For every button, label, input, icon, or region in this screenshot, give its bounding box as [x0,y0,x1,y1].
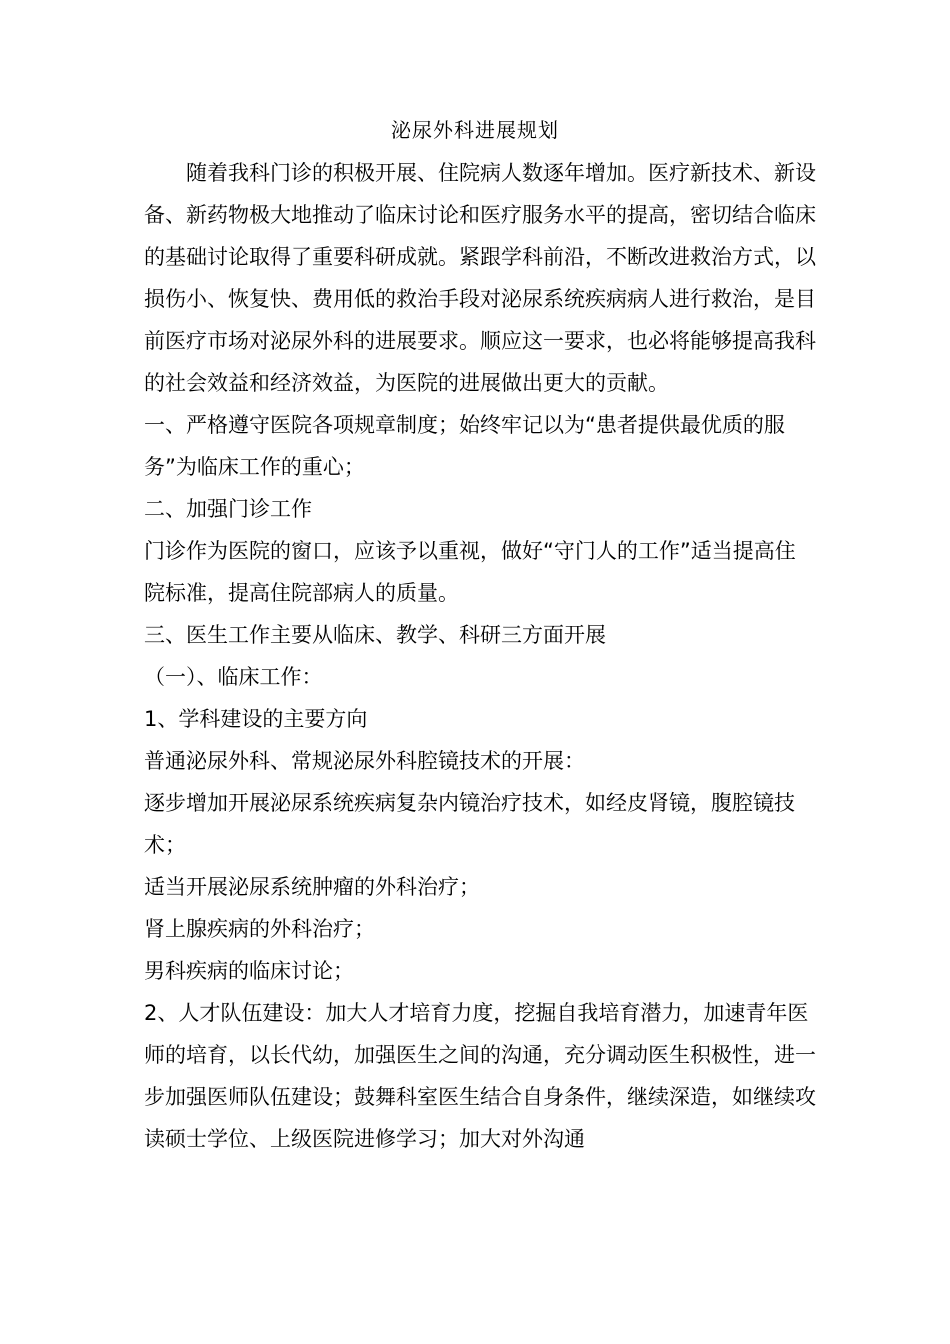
list-item: 逐步增加开展泌尿系统疾病复杂内镜治疗技术，如经皮肾镜，腹腔镜技术； [144,791,795,857]
list-item: 适当开展泌尿系统肿瘤的外科治疗； [144,875,480,899]
heading-section-2: 二、加强门诊工作 [144,497,312,521]
paragraph-section-1: 一、严格遵守医院各项规章制度；始终牢记以为“患者提供最优质的服务”为临床工作的重心； [144,413,785,479]
paragraph-intro: 随着我科门诊的积极开展、住院病人数逐年增加。医疗新技术、新设备、新药物极大地推动了临床讨论和医疗服务水平的提高，密切结合临床的基础讨论取得了重要科研成就。紧跟学科前沿，不断改进救治方式，以损伤小、恢复快、费用低的救治手段对泌尿系统疾病病人进行救治，是目前医疗市场对泌尿外科的进展要求。顺应这一要求，也必将能够提高我科的社会效益和经济效益，为医院的进展做出更大的贡献。 [144,161,816,395]
list-item: 男科疾病的临床讨论； [144,959,354,983]
document-body [144,152,816,1160]
list-item: 普通泌尿外科、常规泌尿外科腔镜技术的开展： [144,749,585,773]
document-title: 泌尿外科进展规划 [391,118,559,142]
heading-clinical-work: （一）、临床工作： [144,665,323,689]
paragraph-talent-building: 2、人才队伍建设：加大人才培育力度，挖掘自我培育潜力，加速青年医师的培育，以长代幼，加强医生之间的沟通，充分调动医生积极性，进一步加强医师队伍建设；鼓舞科室医生结合自身条件，继续深造，如继续攻读硕士学位、上级医院进修学习；加大对外沟通 [144,1001,816,1151]
list-item: 肾上腺疾病的外科治疗； [144,917,375,941]
paragraph-outpatient: 门诊作为医院的窗口，应该予以重视，做好“守门人的工作”适当提高住院标准，提高住院部病人的质量。 [144,539,796,605]
heading-section-3: 三、医生工作主要从临床、教学、科研三方面开展 [144,623,606,647]
heading-discipline-direction: 1、学科建设的主要方向 [144,707,368,731]
